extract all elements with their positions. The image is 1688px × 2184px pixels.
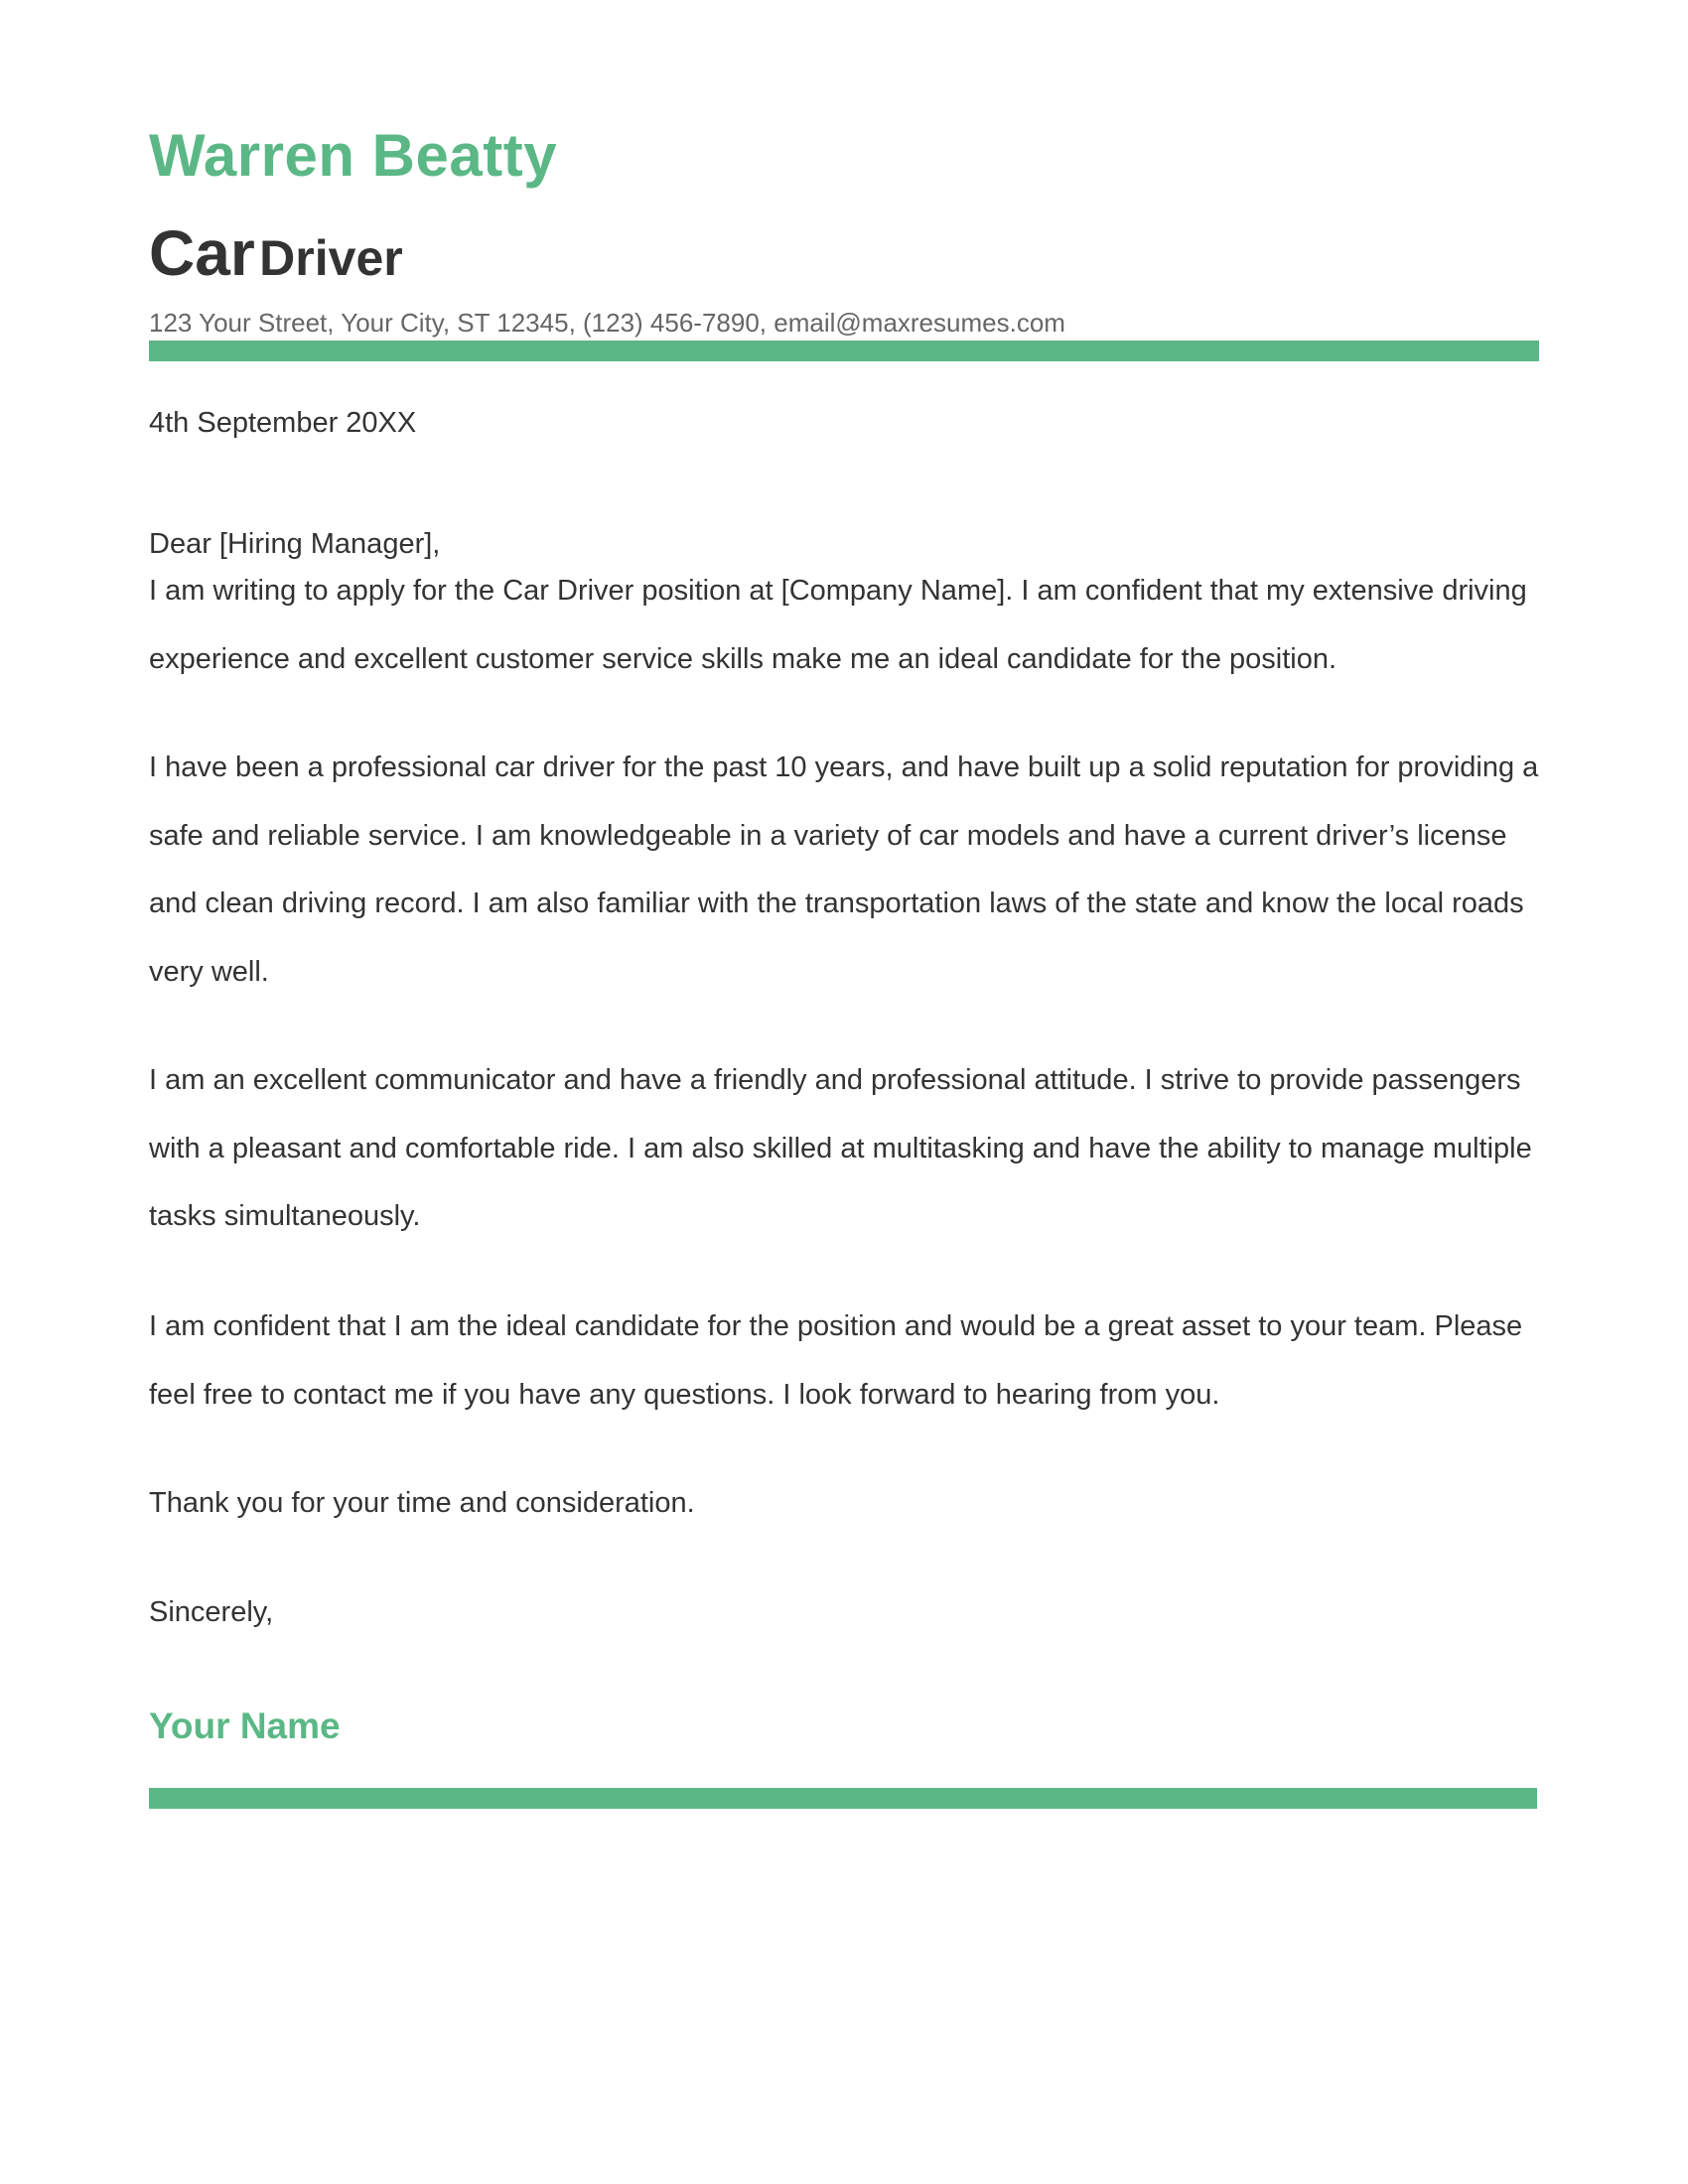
letter-date: 4th September 20XX xyxy=(149,407,417,439)
sign-off: Sincerely, xyxy=(149,1596,274,1628)
footer-divider xyxy=(149,1788,1537,1809)
job-title-first: Car xyxy=(149,217,255,289)
header-divider xyxy=(149,341,1539,361)
cover-letter-page xyxy=(149,0,1539,2184)
paragraph-thanks: Thank you for your time and consideration. xyxy=(149,1487,695,1519)
salutation: Dear [Hiring Manager], xyxy=(149,528,441,560)
signature-name: Your Name xyxy=(149,1706,341,1746)
applicant-name: Warren Beatty xyxy=(149,122,558,189)
paragraph-experience: I have been a professional car driver for the past 10 years, and have built up a solid reputation for providing a safe and reliable service. I am knowledgeable in a variety of car models and have a current driver’s license and clean driving record. I am also familiar with the transportation laws of the state and know the local roads very well. xyxy=(149,751,1539,989)
paragraph-intro: I am writing to apply for the Car Driver position at [Company Name]. I am confident that my extensive driving experience and excellent customer service skills make me an ideal candidate for the position. xyxy=(149,575,1527,675)
paragraph-skills: I am an excellent communicator and have a friendly and professional attitude. I strive to provide passengers with a pleasant and comfortable ride. I am also skilled at multitasking and have the ability to manage multiple tasks simultaneously. xyxy=(149,1064,1532,1233)
contact-info: 123 Your Street, Your City, ST 12345, (123) 456-7890, email@maxresumes.com xyxy=(149,308,1065,338)
paragraph-closing: I am confident that I am the ideal candidate for the position and would be a great asset to your team. Please feel free to contact me if you have any questions. I look forward to hearing from you. xyxy=(149,1310,1523,1411)
job-title xyxy=(149,216,403,290)
job-title-second: Driver xyxy=(259,230,403,286)
